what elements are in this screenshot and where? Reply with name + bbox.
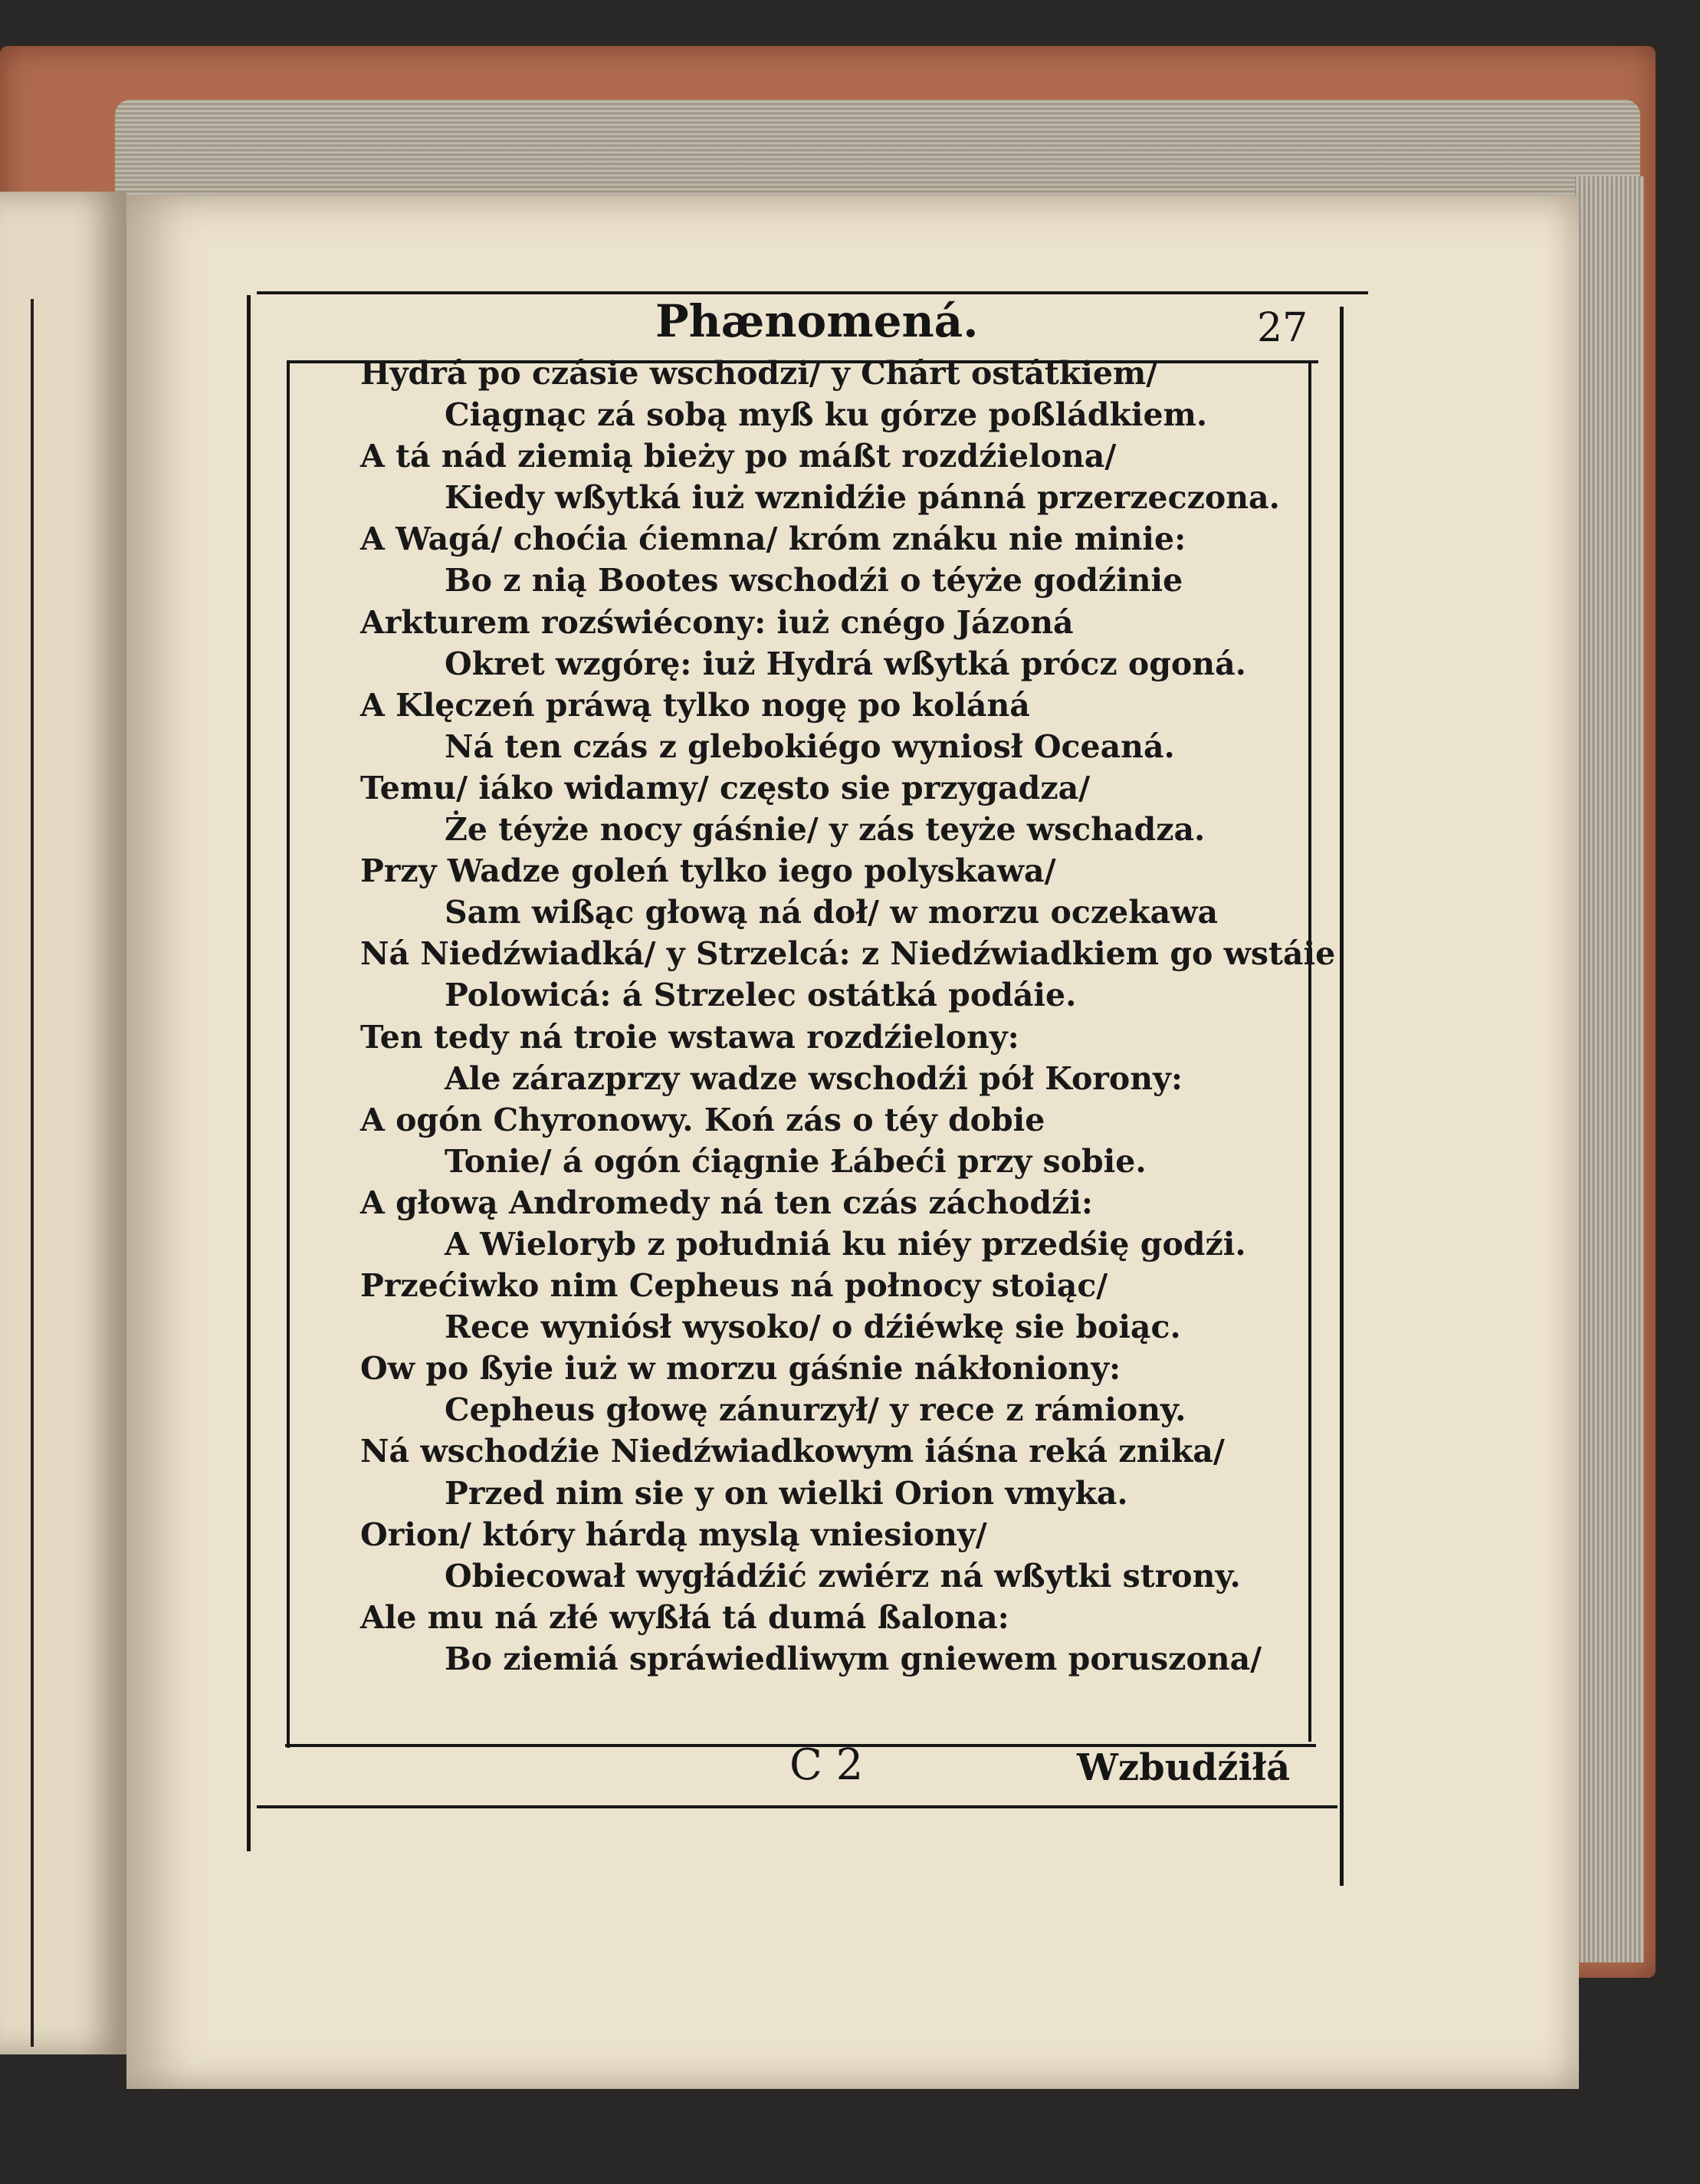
verse-line: Bo ziemiá spráwiedliwym gniewem poruszona/: [445, 1640, 1262, 1677]
verse-line: Okret wzgórę: iuż Hydrá wßytká prócz ogoná.: [445, 645, 1246, 682]
verse-line: Ale mu ná złé wyßłá tá dumá ßalona:: [360, 1598, 1009, 1636]
verse-line: Ná wschodźie Niedźwiadkowym iáśna reká znika/: [360, 1433, 1225, 1470]
frame-top-outer-rule: [257, 291, 1368, 294]
verse-line: A Wagá/ choćia ćiemna/ króm znáku nie minie:: [360, 521, 1186, 558]
verse-line: A głową Andromedy ná ten czás záchodźi:: [360, 1184, 1094, 1221]
frame-left-outer-rule: [247, 295, 251, 1851]
verse-line: Polowicá: á Strzelec ostátká podáie.: [445, 977, 1077, 1014]
signature-mark: C 2: [789, 1740, 864, 1790]
verse-line: Ná ten czás z glebokiégo wyniosł Oceaná.: [445, 727, 1175, 765]
verse-line: Ow po ßyie iuż w morzu gáśnie nákłoniony:: [360, 1350, 1121, 1388]
verse-line: Ten tedy ná troie wstawa rozdźielony:: [360, 1018, 1019, 1056]
verse-line: A tá nád ziemią bieży po máßt rozdźielona/: [360, 438, 1117, 475]
page-edges-side: [1575, 176, 1644, 1962]
verse-line: Że téyże nocy gáśnie/ y zás teyże wschadza.: [445, 811, 1206, 849]
verse-line: A Wieloryb z południá ku niéy przedśię godźi.: [445, 1225, 1246, 1263]
verse-line: Hydrá po czásie wschodzi/ y Chárt ostátkiem/: [360, 355, 1158, 392]
left-page: [0, 192, 126, 2054]
frame-right-outer-rule: [1340, 307, 1344, 1886]
verse-line: Sam wißąc głową ná doł/ w morzu oczekawa: [445, 894, 1219, 931]
verse-line: Tonie/ á ogón ćiągnie Łábeći przy sobie.: [445, 1142, 1147, 1180]
verse-line: Arkturem rozświécony: iuż cnégo Jázoná: [360, 603, 1074, 641]
running-head-title: Phænomená.: [655, 295, 979, 347]
left-page-frame-rule: [31, 299, 34, 2047]
verse-line: Temu/ iáko widamy/ często sie przygadza/: [360, 769, 1091, 806]
verse-line: Ale zárazprzy wadze wschodźi pół Korony:: [445, 1059, 1183, 1097]
verse-line: Cepheus głowę zánurzył/ y rece z rámiony.: [445, 1391, 1186, 1429]
verse-line: A Klęczeń práwą tylko nogę po koláná: [360, 686, 1030, 724]
catchword: Wzbudźiłá: [1077, 1746, 1291, 1789]
verse-line: Ciągnąc zá sobą myß ku górze poßládkiem.: [445, 396, 1208, 434]
verse-line: Ná Niedźwiadká/ y Strzelcá: z Niedźwiadkiem go wstáie: [360, 935, 1336, 973]
verse-line: Kiedy wßytká iuż wznidźie pánná przerzeczona.: [445, 479, 1280, 517]
verse-line: Orion/ który hárdą myslą vniesiony/: [360, 1516, 987, 1553]
verse-line: Przy Wadze goleń tylko iego polyskawa/: [360, 852, 1056, 890]
frame-left-inner-rule: [287, 360, 290, 1748]
verse-line: Bo z nią Bootes wschodźi o téyże godźinie: [445, 562, 1183, 599]
verse-line: Przed nim sie y on wielki Orion vmyka.: [445, 1474, 1128, 1512]
verse-line: A ogón Chyronowy. Koń zás o téy dobie: [360, 1101, 1045, 1138]
poem-text: [360, 353, 1336, 1680]
page-number: 27: [1257, 305, 1308, 351]
verse-line: Rece wyniósł wysoko/ o dźiéwkę sie boiąc.: [445, 1309, 1181, 1346]
verse-line: Obiecował wygłádźić zwiérz ná wßytki strony.: [445, 1557, 1241, 1594]
verse-line: Przećiwko nim Cepheus ná połnocy stoiąc/: [360, 1267, 1108, 1305]
frame-bottom-outer-rule: [257, 1805, 1337, 1808]
